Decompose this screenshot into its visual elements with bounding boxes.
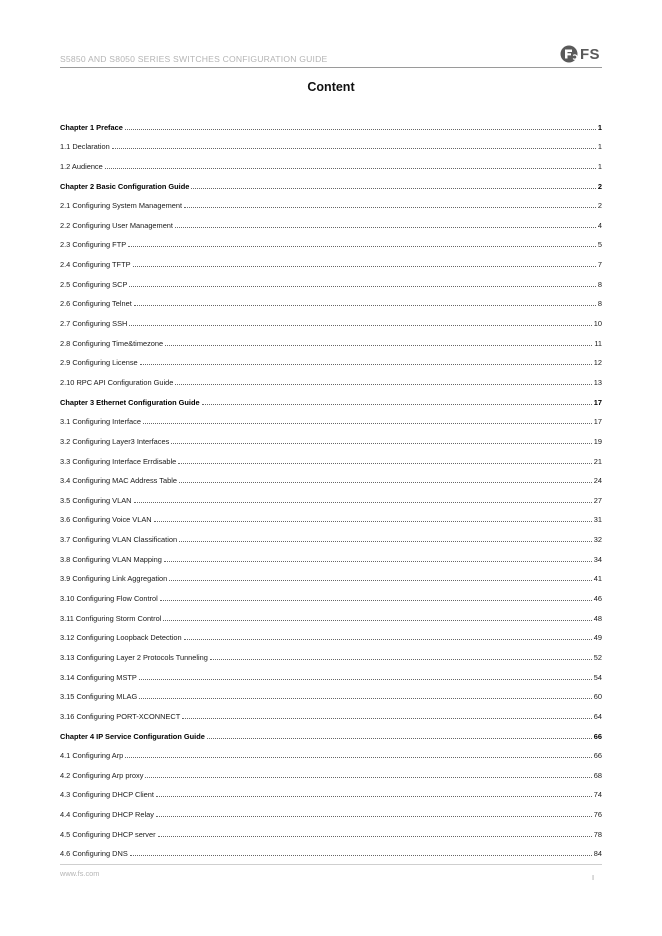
- toc-entry-page: 66: [593, 751, 602, 761]
- toc-entry-label: 2.6 Configuring Telnet: [60, 299, 132, 309]
- toc-section-entry[interactable]: [60, 524, 602, 544]
- toc-chapter-entry[interactable]: [60, 721, 602, 741]
- logo-text: FS: [580, 45, 600, 63]
- page-title: Content: [307, 80, 355, 94]
- toc-dot-leader: [202, 404, 592, 405]
- toc-entry-page: 2: [597, 201, 602, 211]
- toc-section-entry[interactable]: [60, 662, 602, 682]
- toc-dot-leader: [175, 384, 591, 385]
- toc-entry-page: 27: [593, 495, 602, 505]
- toc-section-entry[interactable]: [60, 583, 602, 603]
- toc-entry-label: 3.11 Configuring Storm Control: [60, 613, 162, 623]
- toc-section-entry[interactable]: [60, 308, 602, 328]
- toc-section-entry[interactable]: [60, 642, 602, 662]
- footer-divider: [60, 864, 602, 865]
- toc-entry-page: 64: [593, 711, 602, 721]
- toc-dot-leader: [207, 738, 592, 739]
- toc-section-entry[interactable]: [60, 348, 602, 368]
- toc-section-entry[interactable]: [60, 249, 602, 269]
- toc-chapter-entry[interactable]: [60, 387, 602, 407]
- toc-dot-leader: [164, 561, 592, 562]
- toc-entry-page: 2: [597, 181, 602, 191]
- toc-entry-label: 3.13 Configuring Layer 2 Protocols Tunneling: [60, 652, 208, 662]
- toc-entry-page: 17: [593, 397, 602, 407]
- toc-entry-label: 3.10 Configuring Flow Control: [60, 594, 158, 604]
- toc-dot-leader: [130, 855, 592, 856]
- toc-dot-leader: [125, 129, 596, 130]
- toc-entry-page: 52: [593, 652, 602, 662]
- toc-dot-leader: [156, 796, 592, 797]
- toc-section-entry[interactable]: [60, 466, 602, 486]
- toc-entry-page: 41: [593, 574, 602, 584]
- toc-entry-label: 2.9 Configuring License: [60, 358, 138, 368]
- toc-section-entry[interactable]: [60, 446, 602, 466]
- brand-logo: [560, 43, 600, 65]
- toc-entry-label: Chapter 1 Preface: [60, 122, 123, 132]
- toc-section-entry[interactable]: [60, 191, 602, 211]
- toc-entry-label: 2.8 Configuring Time&timezone: [60, 338, 164, 348]
- toc-section-entry[interactable]: [60, 819, 602, 839]
- toc-entry-label: 3.8 Configuring VLAN Mapping: [60, 554, 162, 564]
- toc-entry-page: 46: [593, 594, 602, 604]
- toc-entry-page: 68: [593, 770, 602, 780]
- toc-entry-label: 3.5 Configuring VLAN: [60, 495, 132, 505]
- toc-entry-page: 60: [593, 692, 602, 702]
- toc-section-entry[interactable]: [60, 132, 602, 152]
- toc-section-entry[interactable]: [60, 407, 602, 427]
- toc-entry-label: Chapter 2 Basic Configuration Guide: [60, 181, 190, 191]
- table-of-contents: [60, 112, 602, 858]
- toc-entry-page: 32: [593, 535, 602, 545]
- toc-entry-label: 3.16 Configuring PORT-XCONNECT: [60, 711, 181, 721]
- toc-entry-page: 7: [597, 260, 602, 270]
- toc-entry-label: 2.4 Configuring TFTP: [60, 260, 131, 270]
- toc-entry-label: 4.1 Configuring Arp: [60, 751, 124, 761]
- toc-section-entry[interactable]: [60, 564, 602, 584]
- toc-dot-leader: [169, 580, 592, 581]
- toc-entry-label: 3.7 Configuring VLAN Classification: [60, 535, 178, 545]
- toc-entry-label: 3.15 Configuring MLAG: [60, 692, 138, 702]
- toc-dot-leader: [134, 305, 596, 306]
- toc-entry-label: 4.4 Configuring DHCP Relay: [60, 810, 154, 820]
- footer-page-number: I: [592, 873, 595, 882]
- toc-dot-leader: [171, 443, 591, 444]
- toc-entry-label: 3.12 Configuring Loopback Detection: [60, 633, 182, 643]
- toc-section-entry[interactable]: [60, 741, 602, 761]
- toc-entry-page: 4: [597, 220, 602, 230]
- toc-entry-page: 1: [597, 142, 602, 152]
- toc-dot-leader: [210, 659, 592, 660]
- toc-section-entry[interactable]: [60, 780, 602, 800]
- toc-entry-label: 3.14 Configuring MSTP: [60, 672, 137, 682]
- toc-dot-leader: [125, 757, 591, 758]
- toc-section-entry[interactable]: [60, 328, 602, 348]
- toc-section-entry[interactable]: [60, 799, 602, 819]
- toc-section-entry[interactable]: [60, 210, 602, 230]
- toc-dot-leader: [158, 836, 592, 837]
- toc-dot-leader: [139, 679, 592, 680]
- toc-dot-leader: [145, 777, 591, 778]
- toc-dot-leader: [165, 345, 592, 346]
- toc-entry-label: 2.3 Configuring FTP: [60, 240, 127, 250]
- toc-entry-label: 1.2 Audience: [60, 161, 103, 171]
- toc-entry-page: 17: [593, 417, 602, 427]
- toc-entry-label: 3.9 Configuring Link Aggregation: [60, 574, 168, 584]
- toc-dot-leader: [175, 227, 596, 228]
- toc-entry-page: 12: [593, 358, 602, 368]
- toc-entry-page: 74: [593, 790, 602, 800]
- toc-entry-label: 2.10 RPC API Configuration Guide: [60, 377, 174, 387]
- toc-dot-leader: [184, 207, 596, 208]
- footer-url[interactable]: www.fs.com: [60, 869, 100, 878]
- toc-entry-label: 2.2 Configuring User Management: [60, 220, 173, 230]
- toc-dot-leader: [182, 718, 592, 719]
- toc-dot-leader: [191, 188, 596, 189]
- toc-entry-page: 13: [593, 377, 602, 387]
- toc-section-entry[interactable]: [60, 269, 602, 289]
- toc-entry-label: 3.2 Configuring Layer3 Interfaces: [60, 436, 170, 446]
- toc-dot-leader: [154, 521, 592, 522]
- toc-dot-leader: [105, 168, 596, 169]
- toc-entry-page: 10: [593, 319, 602, 329]
- toc-section-entry[interactable]: [60, 544, 602, 564]
- toc-dot-leader: [179, 482, 592, 483]
- toc-entry-label: 1.1 Declaration: [60, 142, 110, 152]
- toc-entry-page: 48: [593, 613, 602, 623]
- toc-section-entry[interactable]: [60, 426, 602, 446]
- toc-chapter-entry[interactable]: [60, 112, 602, 132]
- toc-dot-leader: [178, 463, 592, 464]
- toc-dot-leader: [143, 423, 592, 424]
- toc-entry-label: 2.5 Configuring SCP: [60, 279, 128, 289]
- toc-entry-page: 84: [593, 849, 602, 859]
- document-header-title: S5850 AND S8050 SERIES SWITCHES CONFIGURATION GUIDE: [60, 54, 328, 64]
- toc-entry-page: 8: [597, 279, 602, 289]
- toc-entry-page: 78: [593, 829, 602, 839]
- toc-dot-leader: [133, 266, 596, 267]
- toc-section-entry[interactable]: [60, 230, 602, 250]
- toc-dot-leader: [140, 364, 592, 365]
- toc-entry-label: 2.7 Configuring SSH: [60, 319, 128, 329]
- toc-section-entry[interactable]: [60, 760, 602, 780]
- toc-section-entry[interactable]: [60, 623, 602, 643]
- toc-entry-label: 4.3 Configuring DHCP Client: [60, 790, 154, 800]
- toc-dot-leader: [128, 246, 596, 247]
- toc-dot-leader: [139, 698, 592, 699]
- toc-entry-page: 54: [593, 672, 602, 682]
- toc-entry-page: 34: [593, 554, 602, 564]
- toc-dot-leader: [156, 816, 592, 817]
- toc-dot-leader: [160, 600, 592, 601]
- toc-section-entry[interactable]: [60, 151, 602, 171]
- header-divider: [60, 67, 602, 68]
- toc-entry-page: 1: [597, 122, 602, 132]
- toc-section-entry[interactable]: [60, 701, 602, 721]
- toc-section-entry[interactable]: [60, 289, 602, 309]
- toc-dot-leader: [112, 148, 596, 149]
- toc-section-entry[interactable]: [60, 485, 602, 505]
- toc-entry-label: 3.6 Configuring Voice VLAN: [60, 515, 152, 525]
- fs-logo-icon: [560, 45, 578, 63]
- toc-section-entry[interactable]: [60, 682, 602, 702]
- toc-chapter-entry[interactable]: [60, 171, 602, 191]
- toc-entry-page: 19: [593, 436, 602, 446]
- toc-entry-page: 1: [597, 161, 602, 171]
- toc-entry-page: 31: [593, 515, 602, 525]
- toc-entry-page: 66: [593, 731, 602, 741]
- toc-entry-page: 49: [593, 633, 602, 643]
- toc-entry-page: 76: [593, 810, 602, 820]
- toc-section-entry[interactable]: [60, 603, 602, 623]
- toc-dot-leader: [163, 620, 591, 621]
- toc-entry-page: 21: [593, 456, 602, 466]
- toc-entry-label: 3.4 Configuring MAC Address Table: [60, 476, 177, 486]
- toc-section-entry[interactable]: [60, 505, 602, 525]
- toc-dot-leader: [134, 502, 592, 503]
- toc-entry-page: 24: [593, 476, 602, 486]
- toc-dot-leader: [179, 541, 592, 542]
- toc-entry-label: Chapter 4 IP Service Configuration Guide: [60, 731, 205, 741]
- toc-entry-page: 8: [597, 299, 602, 309]
- toc-entry-label: 3.1 Configuring Interface: [60, 417, 141, 427]
- toc-entry-label: 4.5 Configuring DHCP server: [60, 829, 156, 839]
- toc-entry-label: Chapter 3 Ethernet Configuration Guide: [60, 397, 200, 407]
- toc-section-entry[interactable]: [60, 839, 602, 859]
- toc-entry-label: 4.6 Configuring DNS: [60, 849, 128, 859]
- toc-entry-page: 5: [597, 240, 602, 250]
- toc-entry-label: 2.1 Configuring System Management: [60, 201, 183, 211]
- toc-entry-label: 3.3 Configuring Interface Errdisable: [60, 456, 177, 466]
- toc-entry-page: 11: [594, 338, 602, 348]
- toc-dot-leader: [184, 639, 592, 640]
- toc-section-entry[interactable]: [60, 367, 602, 387]
- toc-dot-leader: [129, 325, 591, 326]
- toc-entry-label: 4.2 Configuring Arp proxy: [60, 770, 144, 780]
- toc-dot-leader: [129, 286, 596, 287]
